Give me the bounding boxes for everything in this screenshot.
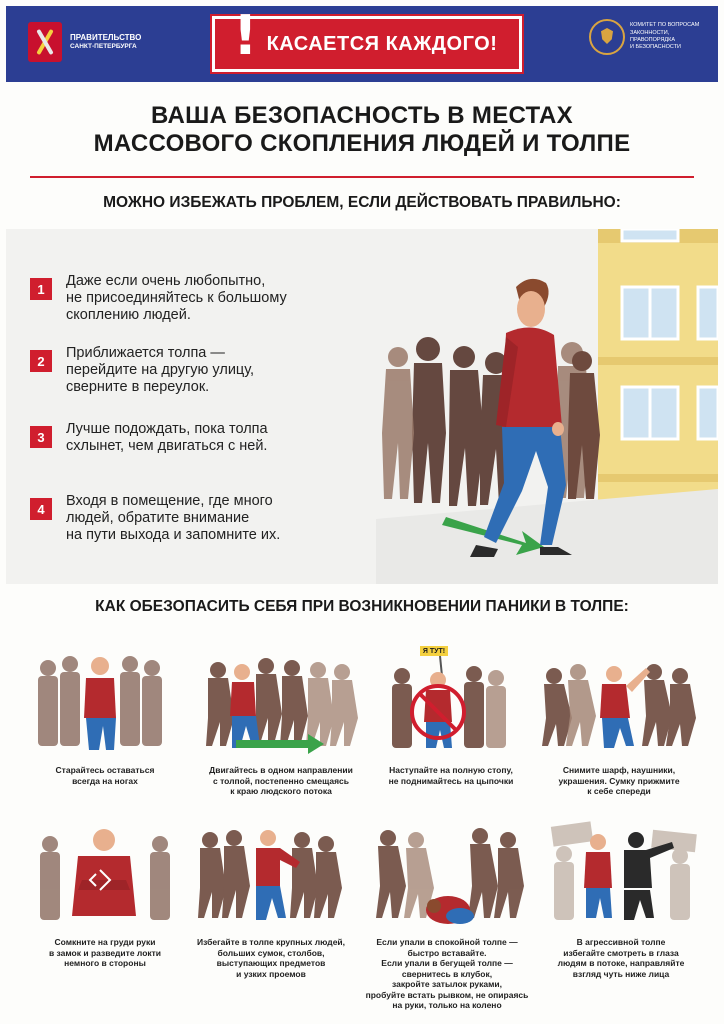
committee-logo xyxy=(589,19,715,55)
panic-tip-caption xyxy=(534,765,704,797)
stay-on-feet-illustration xyxy=(20,646,190,756)
tip-line: Даже если очень любопытно, xyxy=(66,273,266,289)
title-line: МАССОВОГО СКОПЛЕНИЯ ЛЮДЕЙ И ТОЛПЕ xyxy=(93,130,631,157)
tip-number: 4 xyxy=(30,498,52,520)
panic-section-title: КАК ОБЕЗОПАСИТЬ СЕБЯ ПРИ ВОЗНИКНОВЕНИИ ПАНИКИ В ТОЛПЕ: xyxy=(95,598,629,615)
green-arrow-icon xyxy=(236,734,324,754)
tip-line: Приближается толпа — xyxy=(66,345,225,361)
tip-line: сверните в переулок. xyxy=(66,379,210,395)
aggressive-crowd-illustration xyxy=(536,818,706,928)
tip-line: схлынет, чем двигаться с ней. xyxy=(66,438,268,454)
committee-line: И БЕЗОПАСНОСТИ xyxy=(630,44,682,51)
caption-line: всегда на ногах xyxy=(72,775,138,786)
caption-line: выступающих предметов xyxy=(216,958,326,968)
caption-line: В агрессивной толпе xyxy=(576,937,666,947)
caption-line: Снимите шарф, наушники, xyxy=(562,765,676,775)
tip-item xyxy=(30,345,356,396)
caption-line: к себе спереди xyxy=(587,786,651,796)
panic-tip-caption xyxy=(20,765,190,786)
caption-line: Если упали в спокойной толпе — xyxy=(376,937,518,947)
panic-tip-caption xyxy=(362,937,532,1011)
shield-icon xyxy=(589,19,625,55)
tip-text xyxy=(66,345,356,396)
tip-line: скоплению людей. xyxy=(66,307,191,323)
tip-text xyxy=(66,493,356,544)
caption-line: немного в стороны xyxy=(64,958,146,968)
government-name xyxy=(70,33,170,52)
tagline-text: КАСАЕТСЯ КАЖДОГО! xyxy=(266,32,498,55)
spb-crest-icon xyxy=(28,22,62,62)
caption-line: Сомкните на груди руки xyxy=(54,937,156,947)
caption-line: с толпой, постепенно смещаясь xyxy=(213,775,349,786)
arms-locked-illustration xyxy=(20,818,190,928)
caption-line: быстро вставайте. xyxy=(407,947,487,958)
tip-number: 2 xyxy=(30,350,52,372)
page-title xyxy=(0,102,724,158)
tip-text xyxy=(66,421,356,455)
exclamation-icon: ! xyxy=(233,4,258,67)
caption-line: закройте затылок руками, xyxy=(392,979,502,989)
panic-tip-card xyxy=(196,646,366,797)
caption-line: избегайте смотреть в глаза xyxy=(563,947,679,958)
window xyxy=(622,229,678,241)
committee-line: КОМИТЕТ ПО ВОПРОСАМ xyxy=(630,22,700,29)
tip-item xyxy=(30,493,356,544)
panic-tip-card xyxy=(362,818,532,1011)
tip-text xyxy=(66,273,356,324)
caption-line: к краю людского потока xyxy=(230,786,332,796)
caption-line: украшения. Сумку прижмите xyxy=(558,775,680,786)
panic-tip-card xyxy=(186,818,356,979)
move-with-crowd-illustration xyxy=(196,646,366,756)
title-divider xyxy=(30,176,694,178)
panic-tip-card xyxy=(20,818,190,969)
tip-line: Лучше подождать, пока толпа xyxy=(66,421,268,437)
government-name-line1: ПРАВИТЕЛЬСТВО xyxy=(70,32,142,42)
government-logo xyxy=(28,22,170,62)
caption-line: взгляд чуть ниже лица xyxy=(572,968,670,979)
panic-tip-caption xyxy=(536,937,706,979)
avoid-obstacles-illustration xyxy=(186,818,356,928)
aggressor xyxy=(628,832,644,848)
panic-tip-card xyxy=(534,646,704,797)
tip-item xyxy=(30,421,356,455)
tip-number: 1 xyxy=(30,278,52,300)
caption-line: в замок и разведите локти xyxy=(48,947,162,958)
sign-board-text: Я ТУТ! xyxy=(422,648,446,655)
government-name-line2: САНКТ-ПЕТЕРБУРГА xyxy=(70,42,137,50)
panic-tip-caption xyxy=(366,765,536,786)
caption-line: людям в потоке, направляйте xyxy=(557,958,685,968)
tip-line: перейдите на другую улицу, xyxy=(66,362,255,378)
panic-tip-caption xyxy=(20,937,190,969)
caption-line: не поднимайтесь на цыпочки xyxy=(388,775,514,786)
curl-up-illustration xyxy=(362,818,532,928)
caption-line: Старайтесь оставаться xyxy=(55,765,155,775)
caption-line: Двигайтесь в одном направлении xyxy=(209,765,353,775)
crowd-scene-illustration xyxy=(376,229,718,584)
panic-tip-caption xyxy=(186,937,356,979)
full-foot-illustration xyxy=(366,646,536,756)
panic-tip-card xyxy=(366,646,536,786)
panic-tip-caption xyxy=(196,765,366,797)
caption-line: Если упали в бегущей толпе — xyxy=(381,958,513,968)
committee-line: ЗАКОННОСТИ, ПРАВОПОРЯДКА xyxy=(630,29,676,43)
caption-line: свернитесь в клубок, xyxy=(401,968,493,979)
tip-item xyxy=(30,273,356,324)
remove-scarf-illustration xyxy=(534,646,704,756)
tip-number: 3 xyxy=(30,426,52,448)
header-bar xyxy=(6,6,718,82)
caption-line: Наступайте на полную стопу, xyxy=(389,765,513,775)
tip-line: на пути выхода и запомните их. xyxy=(66,527,281,543)
panic-tip-card xyxy=(536,818,706,979)
tagline-banner xyxy=(212,4,522,72)
caption-line: Избегайте в толпе крупных людей, xyxy=(196,937,346,947)
title-line: ВАША БЕЗОПАСНОСТЬ В МЕСТАХ xyxy=(151,102,573,129)
caption-line: на руки, только на колено xyxy=(392,1000,502,1010)
tip-line: Входя в помещение, где много xyxy=(66,493,273,509)
tip-line: людей, обратите внимание xyxy=(66,510,250,526)
prevention-section xyxy=(6,229,718,584)
caption-line: больших сумок, столбов, xyxy=(217,947,325,958)
panic-tip-card xyxy=(20,646,190,786)
committee-name xyxy=(630,22,715,52)
caption-line: пробуйте встать рывком, не опираясь xyxy=(365,989,529,1000)
section-subtitle: МОЖНО ИЗБЕЖАТЬ ПРОБЛЕМ, ЕСЛИ ДЕЙСТВОВАТЬ ПРАВИЛЬНО: xyxy=(103,194,621,211)
tip-line: не присоединяйтесь к большому xyxy=(66,290,287,306)
caption-line: и узких проемов xyxy=(236,968,306,979)
